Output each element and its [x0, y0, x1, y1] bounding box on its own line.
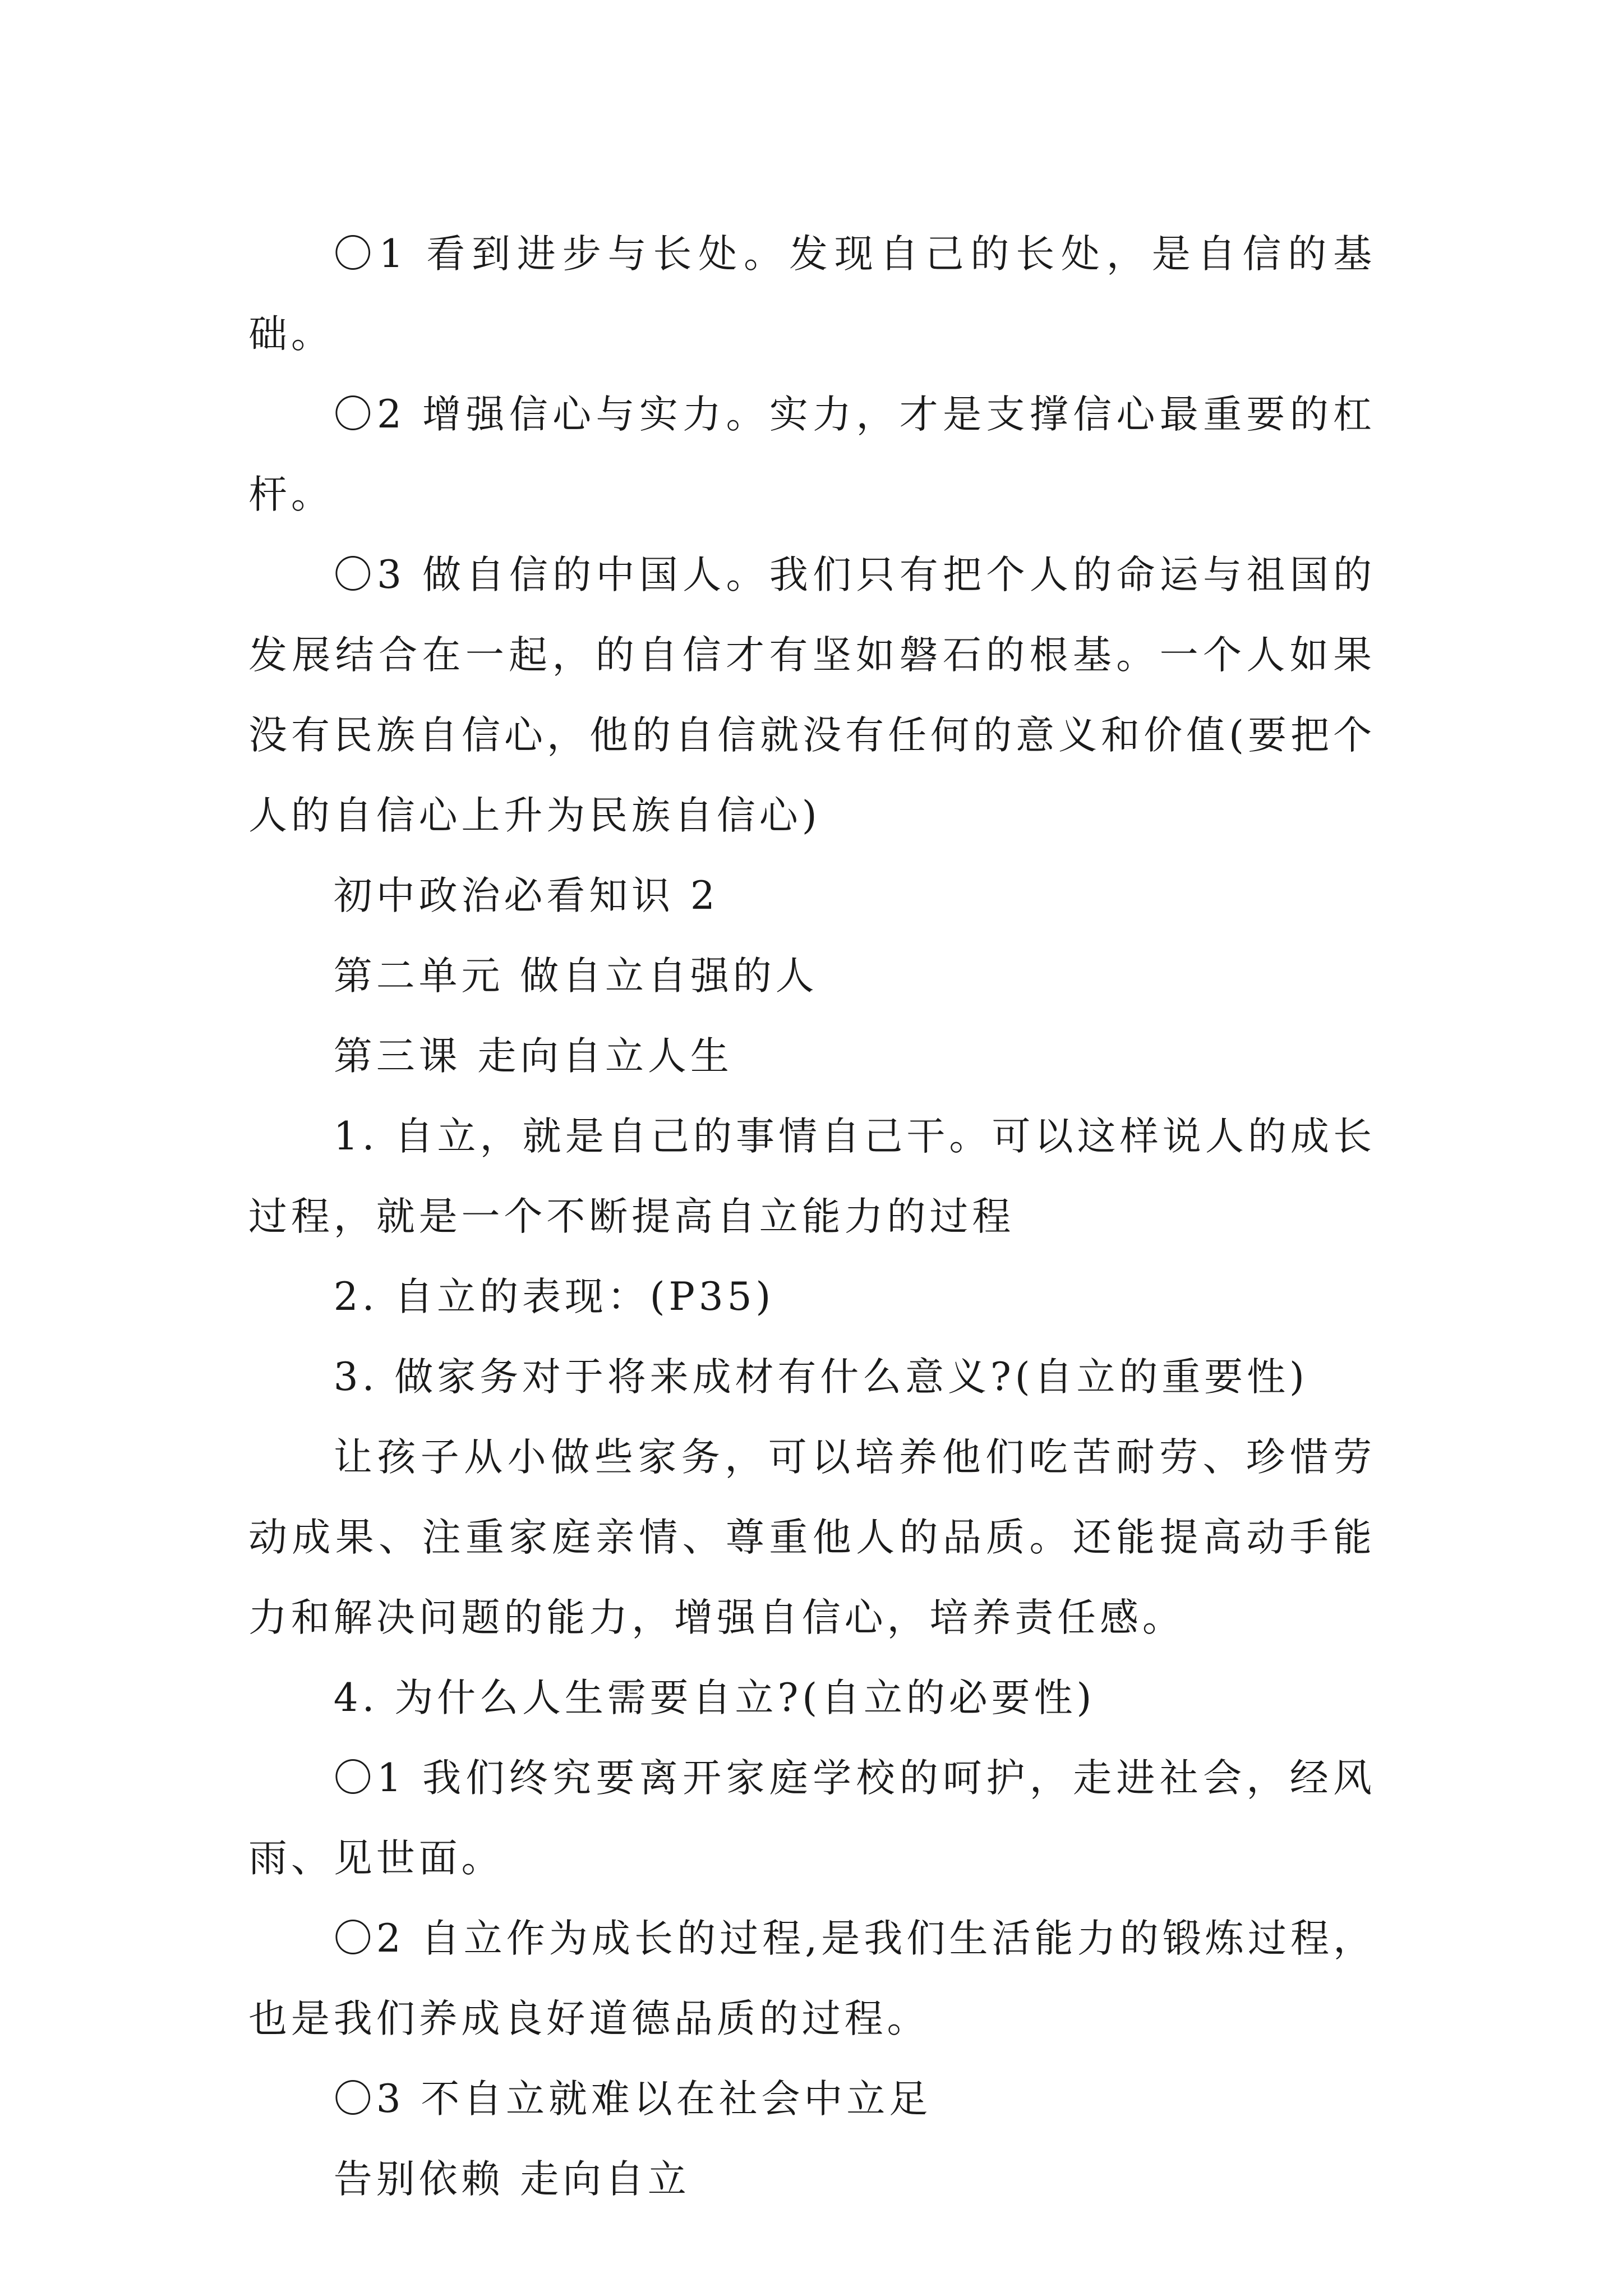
lesson-heading: 第三课 走向自立人生	[333, 1034, 733, 1079]
paragraph-necessity-point-1: 〇1 我们终究要离开家庭学校的呵护，走进社会，经风雨、见世面。	[248, 1756, 1376, 1881]
paragraph-necessity-point-3: 〇3 不自立就难以在社会中立足	[333, 2077, 932, 2122]
paragraph-item-2: 2. 自立的表现：(P35)	[333, 1274, 775, 1319]
paragraph-confidence-point-3: 〇3 做自信的中国人。我们只有把个人的命运与祖国的发展结合在一起，的自信才有坚如磐石的根基。一个人如果没有民族自信心，他的自信就没有任何的意义和价值(要把个人的自信心上升为民族自信心)	[248, 553, 1376, 838]
paragraph-item-3: 3. 做家务对于将来成材有什么意义?(自立的重要性)	[333, 1355, 1308, 1400]
paragraph-confidence-point-2: 〇2 增强信心与实力。实力，才是支撑信心最重要的杠杆。	[248, 392, 1376, 517]
paragraph-confidence-point-1: 〇1 看到进步与长处。发现自己的长处，是自信的基础。	[248, 232, 1376, 357]
paragraph-housework: 让孩子从小做些家务，可以培养他们吃苦耐劳、珍惜劳动成果、注重家庭亲情、尊重他人的品质。还能提高动手能力和解决问题的能力，增强自信心，培养责任感。	[248, 1435, 1376, 1640]
paragraph-item-1: 1. 自立，就是自己的事情自己干。可以这样说人的成长过程，就是一个不断提高自立能力的过程	[248, 1114, 1376, 1239]
document-body	[248, 214, 1376, 2220]
paragraph-necessity-point-2: 〇2 自立作为成长的过程,是我们生活能力的锻炼过程，也是我们养成良好道德品质的过程。	[248, 1916, 1376, 2041]
section-heading-knowledge-2: 初中政治必看知识 2	[333, 873, 719, 918]
paragraph-item-4: 4. 为什么人生需要自立?(自立的必要性)	[333, 1676, 1096, 1720]
section-heading-farewell-dependence: 告别依赖 走向自立	[333, 2157, 690, 2202]
unit-heading: 第二单元 做自立自强的人	[333, 954, 818, 999]
